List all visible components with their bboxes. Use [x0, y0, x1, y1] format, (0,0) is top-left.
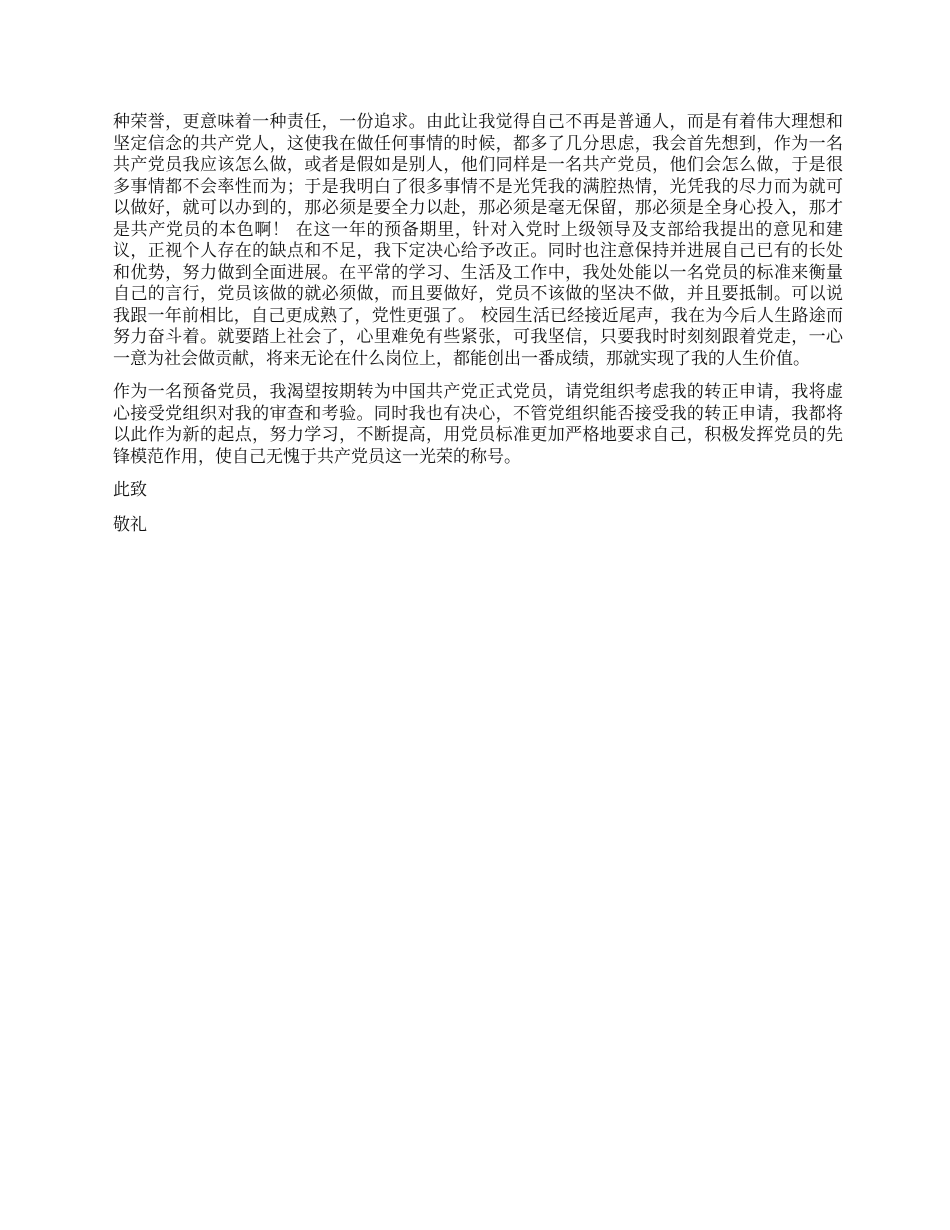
paragraph-1: 种荣誉，更意味着一种责任，一份追求。由此让我觉得自己不再是普通人，而是有着伟大理想和坚定信念的共产党人，这使我在做任何事情的时候，都多了几分思虑，我会首先想到，作为一名共产党员我应该怎么做，或者是假如是别人，他们同样是一名共产党员，他们会怎么做，于是很多事情都不会率性而为；于是我明白了很多事情不是光凭我的满腔热情，光凭我的尽力而为就可以做好，就可以办到的，那必须是要全力以赴，那必须是毫无保留，那必须是全身心投入，那才是共产党员的本色啊！ 在这一年的预备期里，针对入党时上级领导及支部给我提出的意见和建议，正视个人存在的缺点和不足，我下定决心给予改正。同时也注意保持并进展自己已有的长处和优势，努力做到全面进展。在平常的学习、生活及工作中，我处处能以一名党员的标准来衡量自己的言行，党员该做的就必须做，而且要做好，党员不该做的坚决不做，并且要抵制。可以说我跟一年前相比，自己更成熟了，党性更强了。 校园生活已经接近尾声，我在为今后人生路途而努力奋斗着。就要踏上社会了，心里难免有些紧张，可我坚信，只要我时时刻刻跟着党走，一心一意为社会做贡献，将来无论在什么岗位上，都能创出一番成绩，那就实现了我的人生价值。	[113, 112, 843, 369]
document-body	[113, 112, 843, 549]
closing-salutation: 此致	[113, 480, 147, 500]
paragraph-2: 作为一名预备党员，我渴望按期转为中国共产党正式党员，请党组织考虑我的转正申请，我将虚心接受党组织对我的审查和考验。同时我也有决心，不管党组织能否接受我的转正申请，我都将以此作为新的起点，努力学习，不断提高，用党员标准更加严格地要求自己，积极发挥党员的先锋模范作用，使自己无愧于共产党员这一光荣的称号。	[113, 382, 843, 467]
closing-regards: 敬礼	[113, 514, 147, 535]
